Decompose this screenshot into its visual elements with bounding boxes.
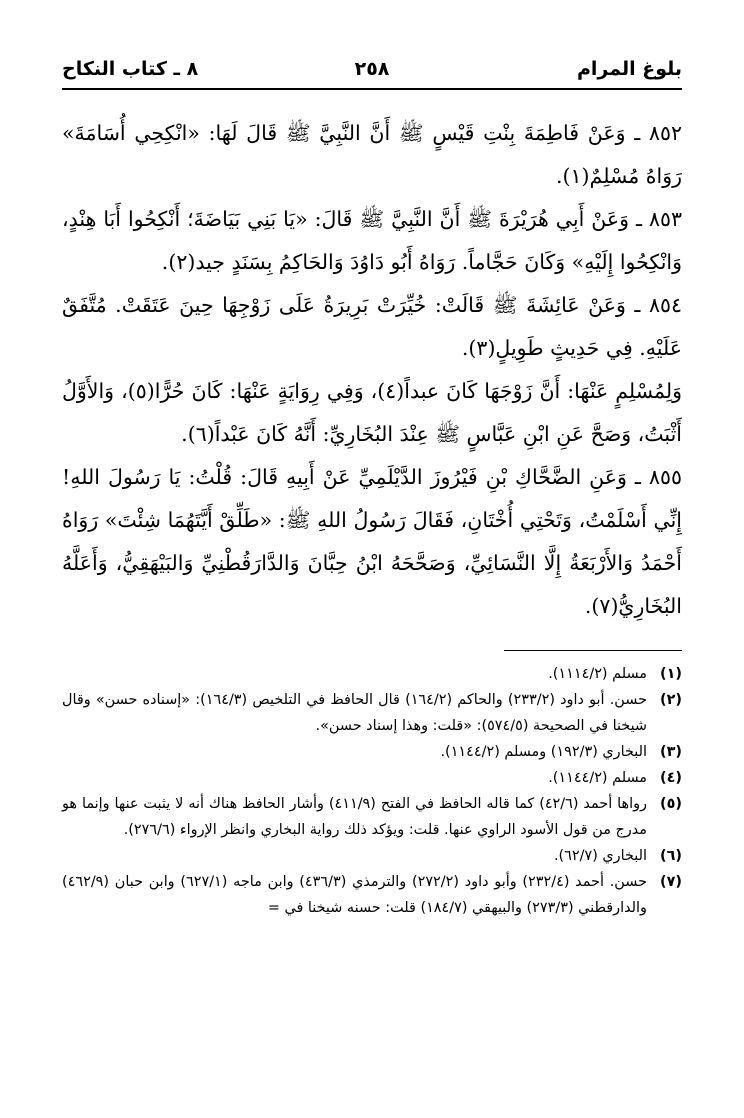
chapter-title: ٨ ـ كتاب النكاح [62, 58, 199, 80]
hadith-855: ٨٥٥ ـ وَعَنِ الضَّحَّاكِ بْنِ فَيْرُوزَ الدَّيْلَمِيِّ عَنْ أَبِيهِ قَالَ: قُلْتُ: يَا رَسُولَ اللهِ! إِنِّي أَسْلَمْتُ، وَتَحْتِي أُخْتَانِ، فَقَالَ رَسُولُ اللهِ ﷺ: «طَلِّقْ أَيَّتَهُمَا شِئْتَ» رَوَاهُ أَحْمَدُ وَالأَرْبَعَةُ إِلَّا النَّسَائِيِّ، وَصَحَّحَهُ ابْنُ حِبَّانَ وَالدَّارَقُطْنِيِّ وَالبَيْهَقِيُّ، وَأَعَلَّهُ البُخَارِيُّ(٧). [62, 465, 682, 618]
book-title: بلوغ المرام [576, 58, 682, 80]
footnotes [62, 661, 682, 921]
footnote-number: (٢) [660, 692, 682, 708]
footnote-4 [62, 765, 682, 791]
footnote-text: مسلم (١١١٤/٢). [548, 666, 647, 682]
page-number: ٢٥٨ [354, 58, 390, 80]
footnote-text: مسلم (١١٤٤/٢). [548, 770, 647, 786]
footnote-3 [62, 739, 682, 765]
hadith-854: ٨٥٤ ـ وَعَنْ عَائِشَةَ ﷺ قَالَتْ: خُيِّرَتْ بَرِيرَةُ عَلَى زَوْجِهَا حِينَ عَتَقَتْ. مُتَّفَقٌ عَلَيْهِ. فِي حَدِيثٍ طَوِيلٍ(٣). [62, 293, 682, 360]
hadith-854-addendum: وَلِمُسْلِمٍ عَنْهَا: أَنَّ زَوْجَهَا كَانَ عبداً(٤)، وَفِي رِوَايَةٍ عَنْهَا: كَانَ حُرًّا(٥)، وَالأَوَّلُ أَثْبَتُ، وَصَحَّ عَنِ ابْنِ عَبَّاسٍ ﷺ عِنْدَ البُخَارِيِّ: أَنَّهُ كَانَ عَبْداً(٦). [62, 379, 682, 446]
running-header [62, 54, 682, 90]
footnote-2 [62, 687, 682, 739]
footnote-text: البخاري (٦٢/٧). [553, 848, 647, 864]
footnote-5 [62, 791, 682, 843]
footnote-number: (٤) [660, 770, 682, 786]
footnote-number: (٦) [660, 848, 682, 864]
footnote-number: (٣) [660, 744, 682, 760]
footnote-text: البخاري (١٩٢/٣) ومسلم (١١٤٤/٢). [440, 744, 647, 760]
hadith-852: ٨٥٢ ـ وَعَنْ فَاطِمَةَ بِنْتِ قَيْسٍ ﷺ أَنَّ النَّبِيَّ ﷺ قَالَ لَهَا: «انْكِحِي أُسَامَةَ» رَوَاهُ مُسْلِمٌ(١). [62, 121, 682, 188]
footnote-1 [62, 661, 682, 687]
footnote-divider [504, 650, 682, 651]
book-page [62, 54, 682, 1098]
footnote-7 [62, 869, 682, 921]
footnote-6 [62, 843, 682, 869]
footnote-text: حسن. أبو داود (٢٣٣/٢) والحاكم (١٦٤/٢) قال الحافظ في التلخيص (١٦٤/٣): «إسناده حسن» وقال شيخنا في الصحيحة (٥٧٤/٥): «قلت: وهذا إسناد حسن». [62, 692, 647, 734]
footnote-text: رواها أحمد (٤٢/٦) كما قاله الحافظ في الفتح (٤١١/٩) وأشار الحافظ هناك أنه لا يثبت عنها وإنما هو مدرج من قول الأسود الراوي عنها. قلت: ويؤكد ذلك رواية البخاري وانظر الإرواء (٢٧٦/٦). [62, 796, 647, 838]
footnote-number: (٧) [660, 874, 682, 890]
footnote-text: حسن. أحمد (٢٣٢/٤) وأبو داود (٢٧٢/٢) والترمذي (٤٣٦/٣) وابن ماجه (٦٢٧/١) وابن حبان (٤٦٢/٩) والدارقطني (٢٧٣/٣) والبيهقي (١٨٤/٧) قلت: حسنه شيخنا في = [62, 874, 647, 916]
footnote-number: (٥) [660, 796, 682, 812]
main-text [62, 112, 682, 628]
footnote-number: (١) [660, 666, 682, 682]
hadith-853: ٨٥٣ ـ وَعَنْ أَبِي هُرَيْرَةَ ﷺ أَنَّ النَّبِيَّ ﷺ قَالَ: «يَا بَنِي بَيَاضَةَ؛ أَنْكِحُوا أَبَا هِنْدٍ، وَانْكِحُوا إِلَيْهِ» وَكَانَ حَجَّاماً. رَوَاهُ أَبُو دَاوُدَ وَالحَاكِمُ بِسَنَدٍ جيد(٢). [62, 207, 682, 274]
